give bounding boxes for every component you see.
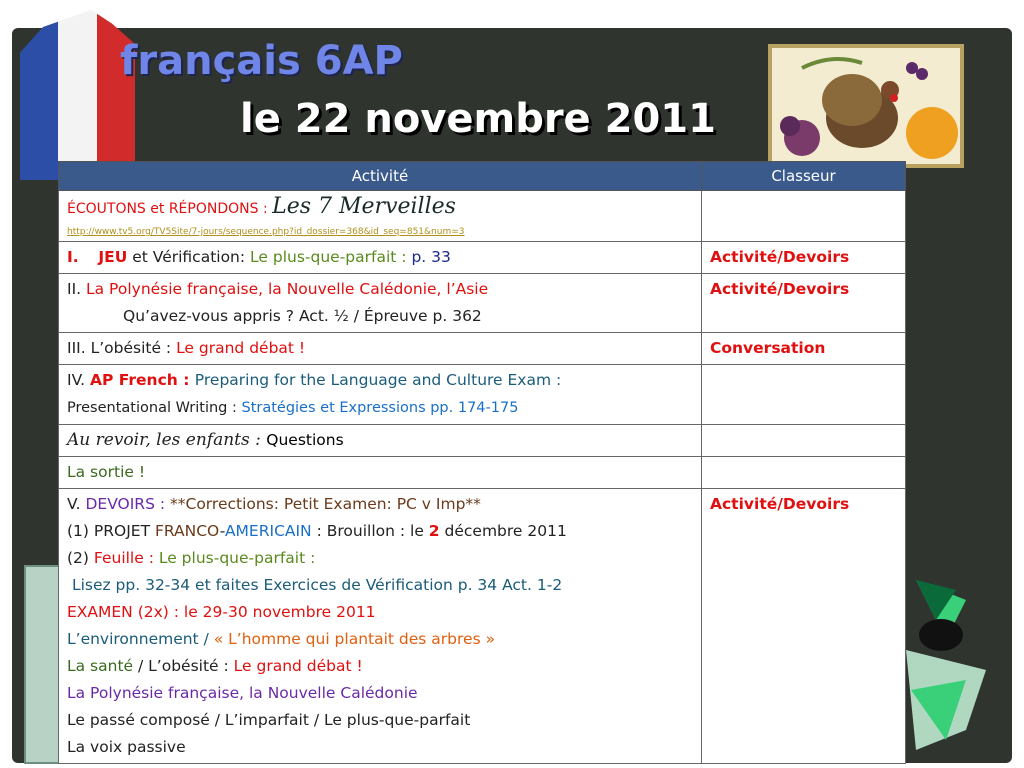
agenda-table xyxy=(58,161,906,764)
item-two: (2) xyxy=(67,549,94,567)
polynesie-label-2: La Polynésie française, la Nouvelle Calédonie xyxy=(67,684,418,702)
table-row xyxy=(59,425,906,457)
feuille-label: Feuille : xyxy=(93,549,159,567)
row-number: IV. xyxy=(67,371,91,389)
table-row xyxy=(59,365,906,425)
ecoutons-label: ÉCOUTONS et RÉPONDONS : xyxy=(67,201,273,217)
verification-label: et Vérification: xyxy=(127,248,251,266)
franco-label: FRANCO xyxy=(154,522,220,540)
environnement-label: L’environnement / xyxy=(67,630,214,648)
polynesie-topic: La Polynésie française, la Nouvelle Calédonie, l’Asie xyxy=(86,280,489,298)
activity-cell xyxy=(59,489,702,764)
page-date: le 22 novembre 2011 xyxy=(240,96,716,142)
americain-label: AMERICAIN xyxy=(224,522,312,540)
merveilles-title: Les 7 Merveilles xyxy=(272,194,456,219)
obesite-label: / L’obésité : xyxy=(133,657,234,675)
grand-debat-label: Le grand débat ! xyxy=(176,339,306,357)
homme-arbres-label: « L’homme qui plantait des arbres » xyxy=(213,630,496,648)
row-number: II. xyxy=(67,280,86,298)
table-row xyxy=(59,489,906,764)
classeur-cell xyxy=(702,457,906,489)
jeu-label: JEU xyxy=(98,248,128,266)
la-sortie-label: La sortie ! xyxy=(67,463,146,481)
classeur-cell: Activité/Devoirs xyxy=(702,489,906,764)
grand-debat-label-2: Le grand débat ! xyxy=(233,657,363,675)
tv5-link[interactable]: http://www.tv5.org/TV5Site/7-jours/sequence.php?id_dossier=368&id_seq=851&num=3 xyxy=(67,227,465,237)
au-revoir-title: Au revoir, les enfants : xyxy=(67,430,267,450)
date-rest: décembre 2011 xyxy=(439,522,567,540)
ap-french-label: AP French : xyxy=(90,371,195,389)
classeur-cell: Activité/Devoirs xyxy=(702,242,906,274)
table-row xyxy=(59,457,906,489)
classeur-cell: Conversation xyxy=(702,333,906,365)
devoirs-label: DEVOIRS : xyxy=(85,495,170,513)
activity-cell xyxy=(59,365,702,425)
temps-passes-label: Le passé composé / L’imparfait / Le plus-que-parfait xyxy=(67,711,471,729)
france-flag-map xyxy=(20,10,135,180)
voix-passive-label: La voix passive xyxy=(67,738,186,756)
table-row xyxy=(59,333,906,365)
activity-cell xyxy=(59,274,702,333)
activity-cell xyxy=(59,333,702,365)
plus-que-parfait-label: Le plus-que-parfait : xyxy=(250,248,412,266)
activity-cell xyxy=(59,191,702,242)
activity-cell xyxy=(59,242,702,274)
classeur-cell xyxy=(702,365,906,425)
page-title: français 6AP xyxy=(120,38,403,84)
strategies-label: Stratégies et Expressions pp. 174-175 xyxy=(241,400,519,416)
brouillon-label: : Brouillon : le xyxy=(311,522,429,540)
lisez-instruction: Lisez pp. 32-34 et faites Exercices de Vérification p. 34 Act. 1-2 xyxy=(71,576,563,594)
row-number: I. xyxy=(67,248,79,266)
la-sante-label: La santé xyxy=(67,657,134,675)
date-number: 2 xyxy=(428,522,440,540)
exam-prep-label: Preparing for the Language and Culture Exam : xyxy=(194,371,562,389)
table-header-row xyxy=(59,162,906,191)
row-number: III. L’obésité : xyxy=(67,339,177,357)
questions-label: Questions xyxy=(266,431,344,449)
column-header-classeur: Classeur xyxy=(702,162,906,191)
examen-label: EXAMEN (2x) : le 29-30 novembre 2011 xyxy=(67,603,376,621)
dash: - xyxy=(219,522,225,540)
activity-cell xyxy=(59,425,702,457)
decorative-leaf-image xyxy=(906,570,1016,760)
page-ref: p. 33 xyxy=(411,248,451,266)
turkey-thanksgiving-image xyxy=(768,44,964,168)
table-row xyxy=(59,191,906,242)
presentational-writing: Presentational Writing : xyxy=(67,400,242,416)
table-row xyxy=(59,274,906,333)
plus-que-parfait-label-2: Le plus-que-parfait : xyxy=(158,549,316,567)
corrections-label: **Corrections: Petit Examen: PC v Imp** xyxy=(170,495,481,513)
table-row xyxy=(59,242,906,274)
projet-label: (1) PROJET xyxy=(67,522,155,540)
qu-avez-vous-appris: Qu’avez-vous appris ? Act. ½ / Épreuve p. 362 xyxy=(123,307,482,325)
activity-cell xyxy=(59,457,702,489)
classeur-cell xyxy=(702,191,906,242)
classeur-cell xyxy=(702,425,906,457)
classeur-cell: Activité/Devoirs xyxy=(702,274,906,333)
row-number: V. xyxy=(67,495,86,513)
column-header-activite: Activité xyxy=(59,162,702,191)
